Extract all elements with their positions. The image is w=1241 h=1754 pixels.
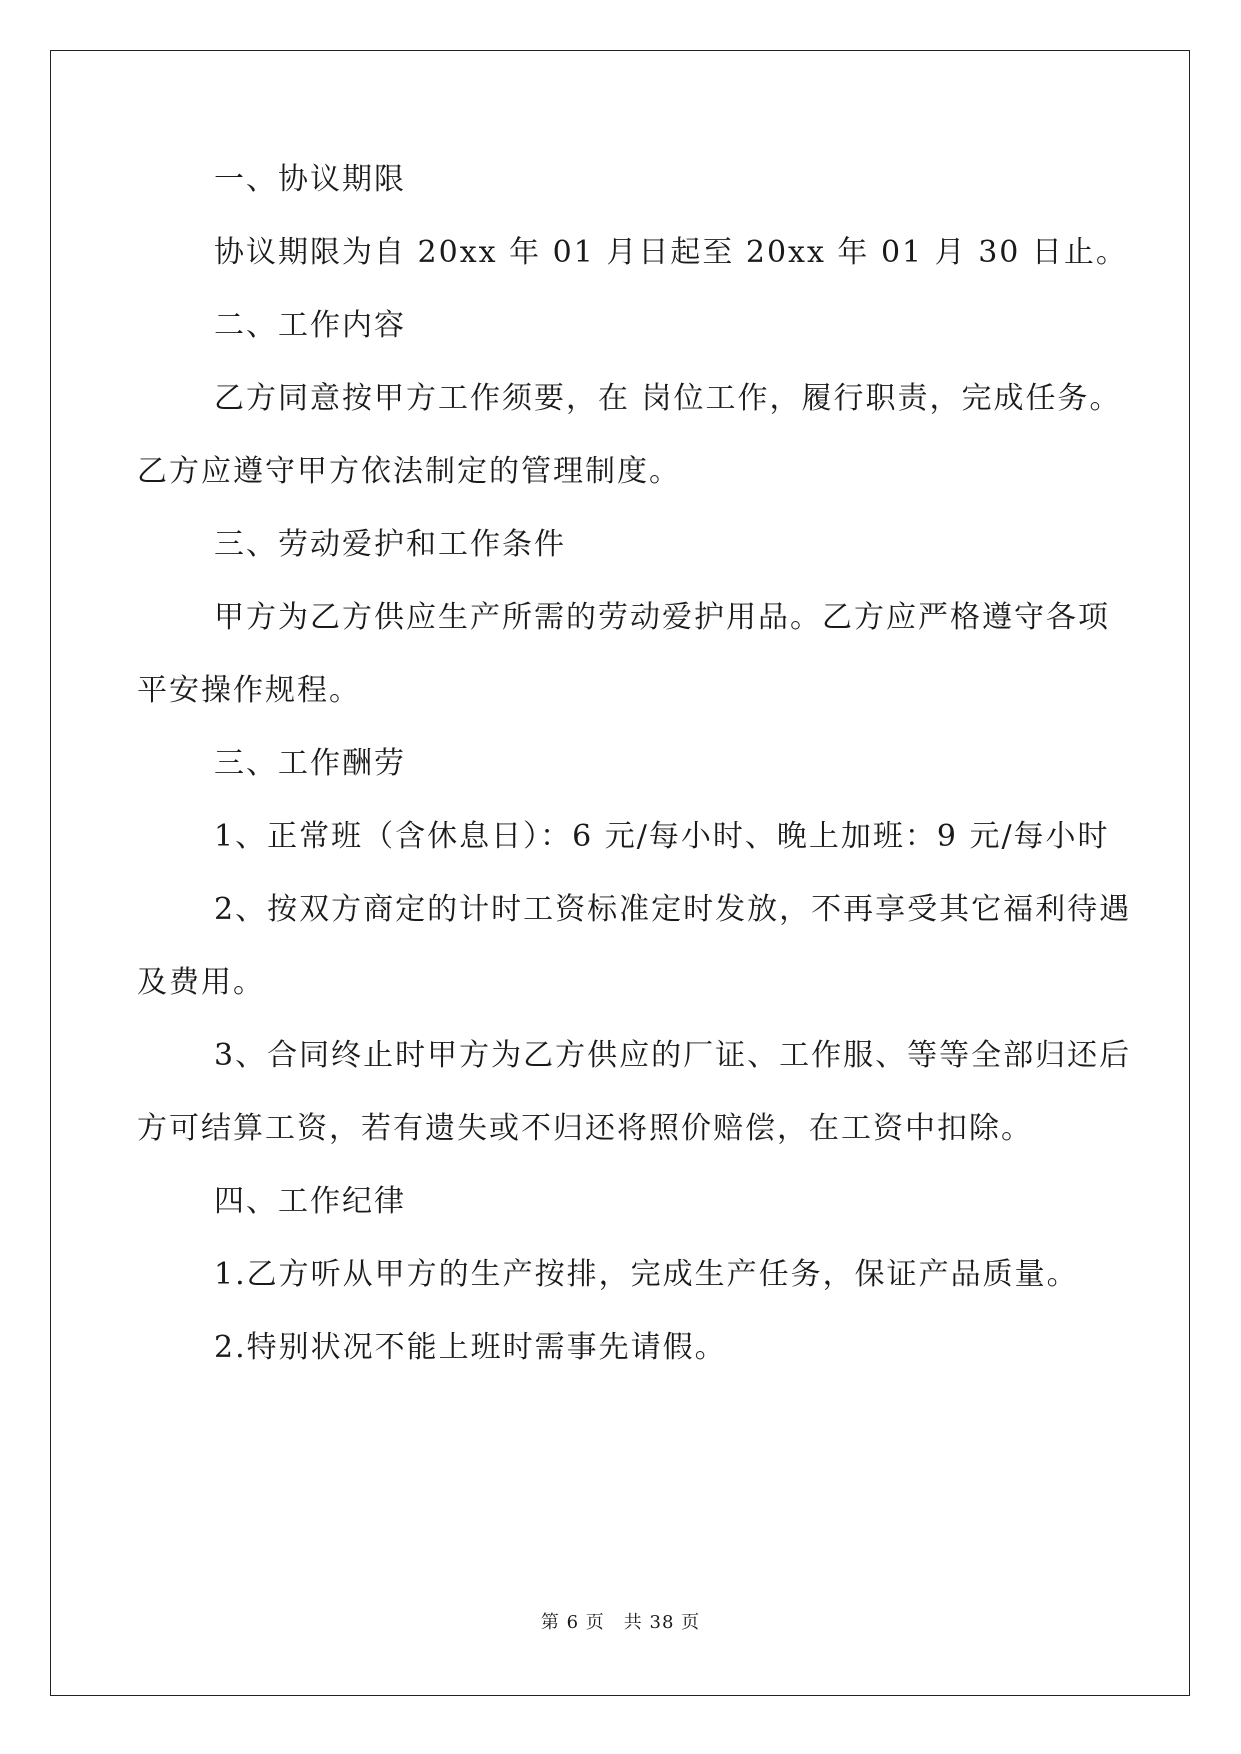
paragraph-remuneration-item3-line1: 3、合同终止时甲方为乙方供应的厂证、工作服、等等全部归还后 (214, 1038, 1132, 1073)
paragraph-discipline-item1: 1.乙方听从甲方的生产按排，完成生产任务，保证产品质量。 (214, 1257, 1079, 1292)
section-heading-term: 一、协议期限 (214, 162, 406, 197)
paragraph-work-content-line1: 乙方同意按甲方工作须要，在 岗位工作，履行职责，完成任务。 (214, 381, 1122, 416)
section-heading-discipline: 四、工作纪律 (214, 1184, 406, 1219)
paragraph-work-content-line2: 乙方应遵守甲方依法制定的管理制度。 (137, 454, 681, 489)
page-border (50, 50, 1190, 1696)
page-number: 第 6 页 共 38 页 (540, 1612, 701, 1633)
section-heading-work-content: 二、工作内容 (214, 308, 406, 343)
paragraph-term: 协议期限为自 20xx 年 01 月日起至 20xx 年 01 月 30 日止。 (214, 235, 1128, 270)
paragraph-labor-protection-line1: 甲方为乙方供应生产所需的劳动爱护用品。乙方应严格遵守各项 (214, 600, 1110, 635)
paragraph-remuneration-item2-line2: 及费用。 (137, 965, 265, 1000)
paragraph-remuneration-item2-line1: 2、按双方商定的计时工资标准定时发放，不再享受其它福利待遇 (214, 892, 1132, 927)
section-heading-labor-protection: 三、劳动爱护和工作条件 (214, 527, 566, 562)
paragraph-remuneration-item3-line2: 方可结算工资，若有遗失或不归还将照价赔偿，在工资中扣除。 (137, 1111, 1033, 1146)
section-heading-remuneration: 三、工作酬劳 (214, 746, 406, 781)
paragraph-labor-protection-line2: 平安操作规程。 (137, 673, 361, 708)
paragraph-remuneration-item1: 1、正常班（含休息日）：6 元/每小时、晚上加班：9 元/每小时 (214, 819, 1110, 854)
paragraph-discipline-item2: 2.特别状况不能上班时需事先请假。 (214, 1330, 727, 1365)
